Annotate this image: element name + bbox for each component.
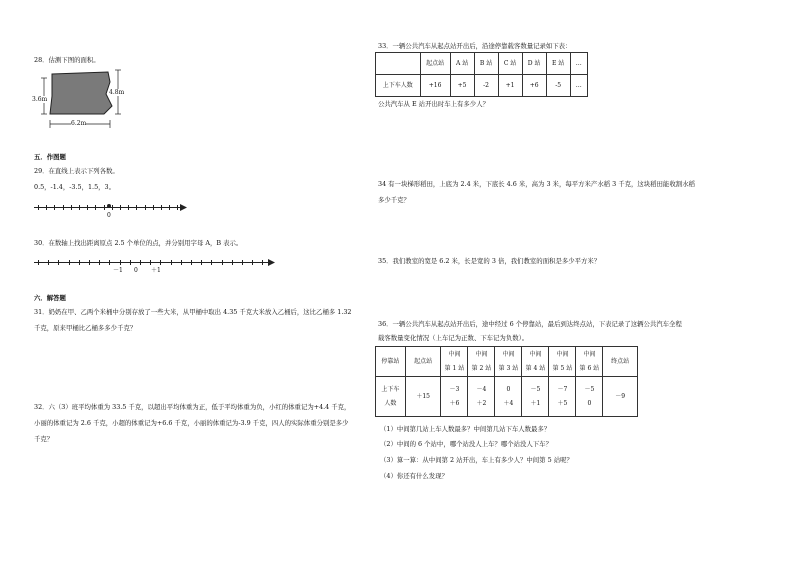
q33-header-cell: A 站	[450, 53, 474, 75]
q36-end-cell: 终点站	[603, 347, 638, 377]
number-line-tick	[177, 205, 178, 210]
number-line-tick	[69, 260, 70, 265]
q36-mid-value: －7 ＋5	[549, 377, 576, 417]
number-line-tick	[128, 205, 129, 210]
number-line-tick	[95, 205, 96, 210]
q33-row-label: 上下车人数	[376, 75, 421, 97]
q36-mid-header: 中间 第 4 站	[522, 347, 549, 377]
number-line-tick	[112, 205, 113, 210]
origin-dot	[107, 204, 111, 208]
number-line-tick	[191, 260, 192, 265]
number-line-tick	[109, 260, 110, 265]
number-line-tick	[262, 260, 263, 265]
number-line-tick	[181, 260, 182, 265]
q32-line-3: 千克？	[34, 435, 54, 443]
number-line-tick	[71, 205, 72, 210]
q36-start-cell: 起点站	[405, 347, 441, 377]
number-line-tick	[120, 205, 121, 210]
q33-header-cell: C 站	[498, 53, 522, 75]
q36-corner-cell: 停靠站	[376, 347, 406, 377]
q36-header-row	[376, 347, 638, 377]
section-5-heading: 五．作图题	[34, 153, 66, 161]
number-line-tick	[38, 260, 39, 265]
number-line-tick	[252, 260, 253, 265]
number-line-tick	[99, 260, 100, 265]
number-line-tick	[120, 260, 121, 265]
number-line-tick	[145, 205, 146, 210]
q35-text: 35．我们教室的宽是 6.2 米，长是宽的 3 倍，我们教室的面积是多少平方米？	[378, 257, 601, 265]
q36-mid-value: －5 ＋1	[522, 377, 549, 417]
q33-header-cell: D 站	[522, 53, 546, 75]
q31-line-1: 31．奶奶在甲、乙两个米桶中分别存放了一些大米，从甲桶中取出 4.35 千克大米放入乙桶后，这比乙桶多 1.32	[34, 308, 352, 316]
q33-table	[375, 52, 588, 97]
q36-mid-header: 中间 第 5 站	[549, 347, 576, 377]
q36-line-1: 36．一辆公共汽车从起点站开出后，途中经过 6 个停靠站，最后到达终点站，下表记录了这辆公共汽车全程	[378, 320, 682, 328]
number-line-tick	[150, 260, 151, 265]
q36-sub-2: （2）中间的 6 个站中，哪个站没人上车？哪个站没人下车？	[380, 440, 552, 448]
number-line-1-arrow-icon	[180, 204, 188, 211]
q36-mid-header: 中间 第 6 站	[576, 347, 603, 377]
q30-text: 30．在数轴上找出距离原点 2.5 个单位的点，并分别用字母 A，B 表示。	[34, 239, 243, 247]
q33-value-cell: +6	[522, 75, 546, 97]
q31-line-2: 千克，原来甲桶比乙桶多多少千克？	[34, 324, 137, 332]
number-line-tick	[211, 260, 212, 265]
fig28-bottom-dim: 6.2m	[71, 120, 87, 127]
q36-mid-header: 中间 第 1 站	[441, 347, 468, 377]
q36-start-value: ＋15	[405, 377, 441, 417]
number-line-tick	[201, 260, 202, 265]
q33-value-cell: +1	[498, 75, 522, 97]
q33-value-cell: +5	[450, 75, 474, 97]
number-line-tick	[89, 260, 90, 265]
number-line-tick	[79, 205, 80, 210]
q33-header-cell: 起点站	[420, 53, 450, 75]
q36-end-value: －9	[603, 377, 638, 417]
number-line-tick	[222, 260, 223, 265]
number-line-tick	[232, 260, 233, 265]
q33-question: 公共汽车从 E 站开出时车上有多少人？	[378, 100, 489, 108]
q33-header-row	[376, 53, 588, 75]
number-line-tick	[79, 260, 80, 265]
section-6-heading: 六．解答题	[34, 294, 66, 302]
number-line-tick	[104, 205, 105, 210]
number-line-tick	[38, 205, 39, 210]
q33-value-row	[376, 75, 588, 97]
number-line-tick	[161, 205, 162, 210]
q36-mid-value: －3 ＋6	[441, 377, 468, 417]
q36-sub-1: （1）中间第几站上车人数最多？中间第几站下车人数最多？	[380, 425, 551, 433]
q33-value-cell: -5	[546, 75, 570, 97]
number-line-2-label: ＋1	[151, 267, 161, 274]
number-line-tick	[136, 205, 137, 210]
number-line-tick	[48, 260, 49, 265]
q36-mid-value: 0 ＋4	[495, 377, 522, 417]
number-line-2	[34, 262, 272, 263]
number-line-tick	[87, 205, 88, 210]
q33-header-cell	[376, 53, 421, 75]
q32-line-1: 32．六（3）班平均体重为 33.5 千克，以超出平均体重为正，低于平均体重为负，小红的体重记为+4.4 千克，	[34, 403, 351, 411]
number-line-2-arrow-icon	[268, 259, 276, 266]
q36-row-label: 上下车 人数	[376, 377, 406, 417]
q33-value-cell: …	[570, 75, 587, 97]
q28-text: 28．估测下图的面积。	[34, 56, 100, 64]
q34-line-1: 34 有一块梯形稻田，上底为 2.4 米，下底长 4.6 米，高为 3 米，每平方米产水稻 3 千克，这块稻田能收割水稻	[378, 180, 695, 188]
number-line-2-label: 0	[134, 267, 138, 274]
number-line-tick	[171, 260, 172, 265]
number-line-tick	[153, 205, 154, 210]
number-line-1-zero-label: 0	[107, 212, 111, 219]
q36-value-row	[376, 377, 638, 417]
number-line-tick	[169, 205, 170, 210]
q36-mid-header: 中间 第 3 站	[495, 347, 522, 377]
q33-header-cell: …	[570, 53, 587, 75]
q36-mid-value: －5 0	[576, 377, 603, 417]
number-line-tick	[63, 205, 64, 210]
number-line-tick	[46, 205, 47, 210]
q33-header-cell: E 站	[546, 53, 570, 75]
q29-text: 29．在直线上表示下列各数。	[34, 167, 119, 175]
fig28-right-dim: 4.8m	[109, 89, 125, 96]
q33-header-cell: B 站	[474, 53, 498, 75]
q36-line-2: 载客数量变化情况（上车记为正数、下车记为负数）。	[378, 334, 529, 342]
number-line-tick	[242, 260, 243, 265]
q33-text: 33．一辆公共汽车从起点站开出后，沿途停靠载客数量记录如下表：	[378, 42, 572, 50]
q33-value-cell: -2	[474, 75, 498, 97]
q36-table	[375, 346, 638, 417]
number-line-tick	[130, 260, 131, 265]
number-line-2-label: －1	[113, 267, 123, 274]
q29-numbers: 0.5，-1.4，-3.5，1.5，3。	[34, 183, 115, 191]
q36-sub-3: （3）算一算：从中间第 2 站开出，车上有多少人？中间第 5 站呢？	[380, 456, 573, 464]
q33-value-cell: +16	[420, 75, 450, 97]
fig28-left-dim: 3.6m	[32, 96, 48, 103]
number-line-tick	[54, 205, 55, 210]
q34-line-2: 多少千克？	[378, 196, 410, 204]
q36-mid-header: 中间 第 2 站	[468, 347, 495, 377]
q32-line-2: 小丽的体重记为 2.6 千克，小超的体重记为+6.6 千克，小丽的体重记为-3.9 千克，四人的实际体重分别是多少	[34, 419, 349, 427]
q36-sub-4: （4）你还有什么发现？	[380, 472, 448, 480]
q36-mid-value: －4 ＋2	[468, 377, 495, 417]
number-line-tick	[140, 260, 141, 265]
number-line-tick	[160, 260, 161, 265]
number-line-tick	[58, 260, 59, 265]
